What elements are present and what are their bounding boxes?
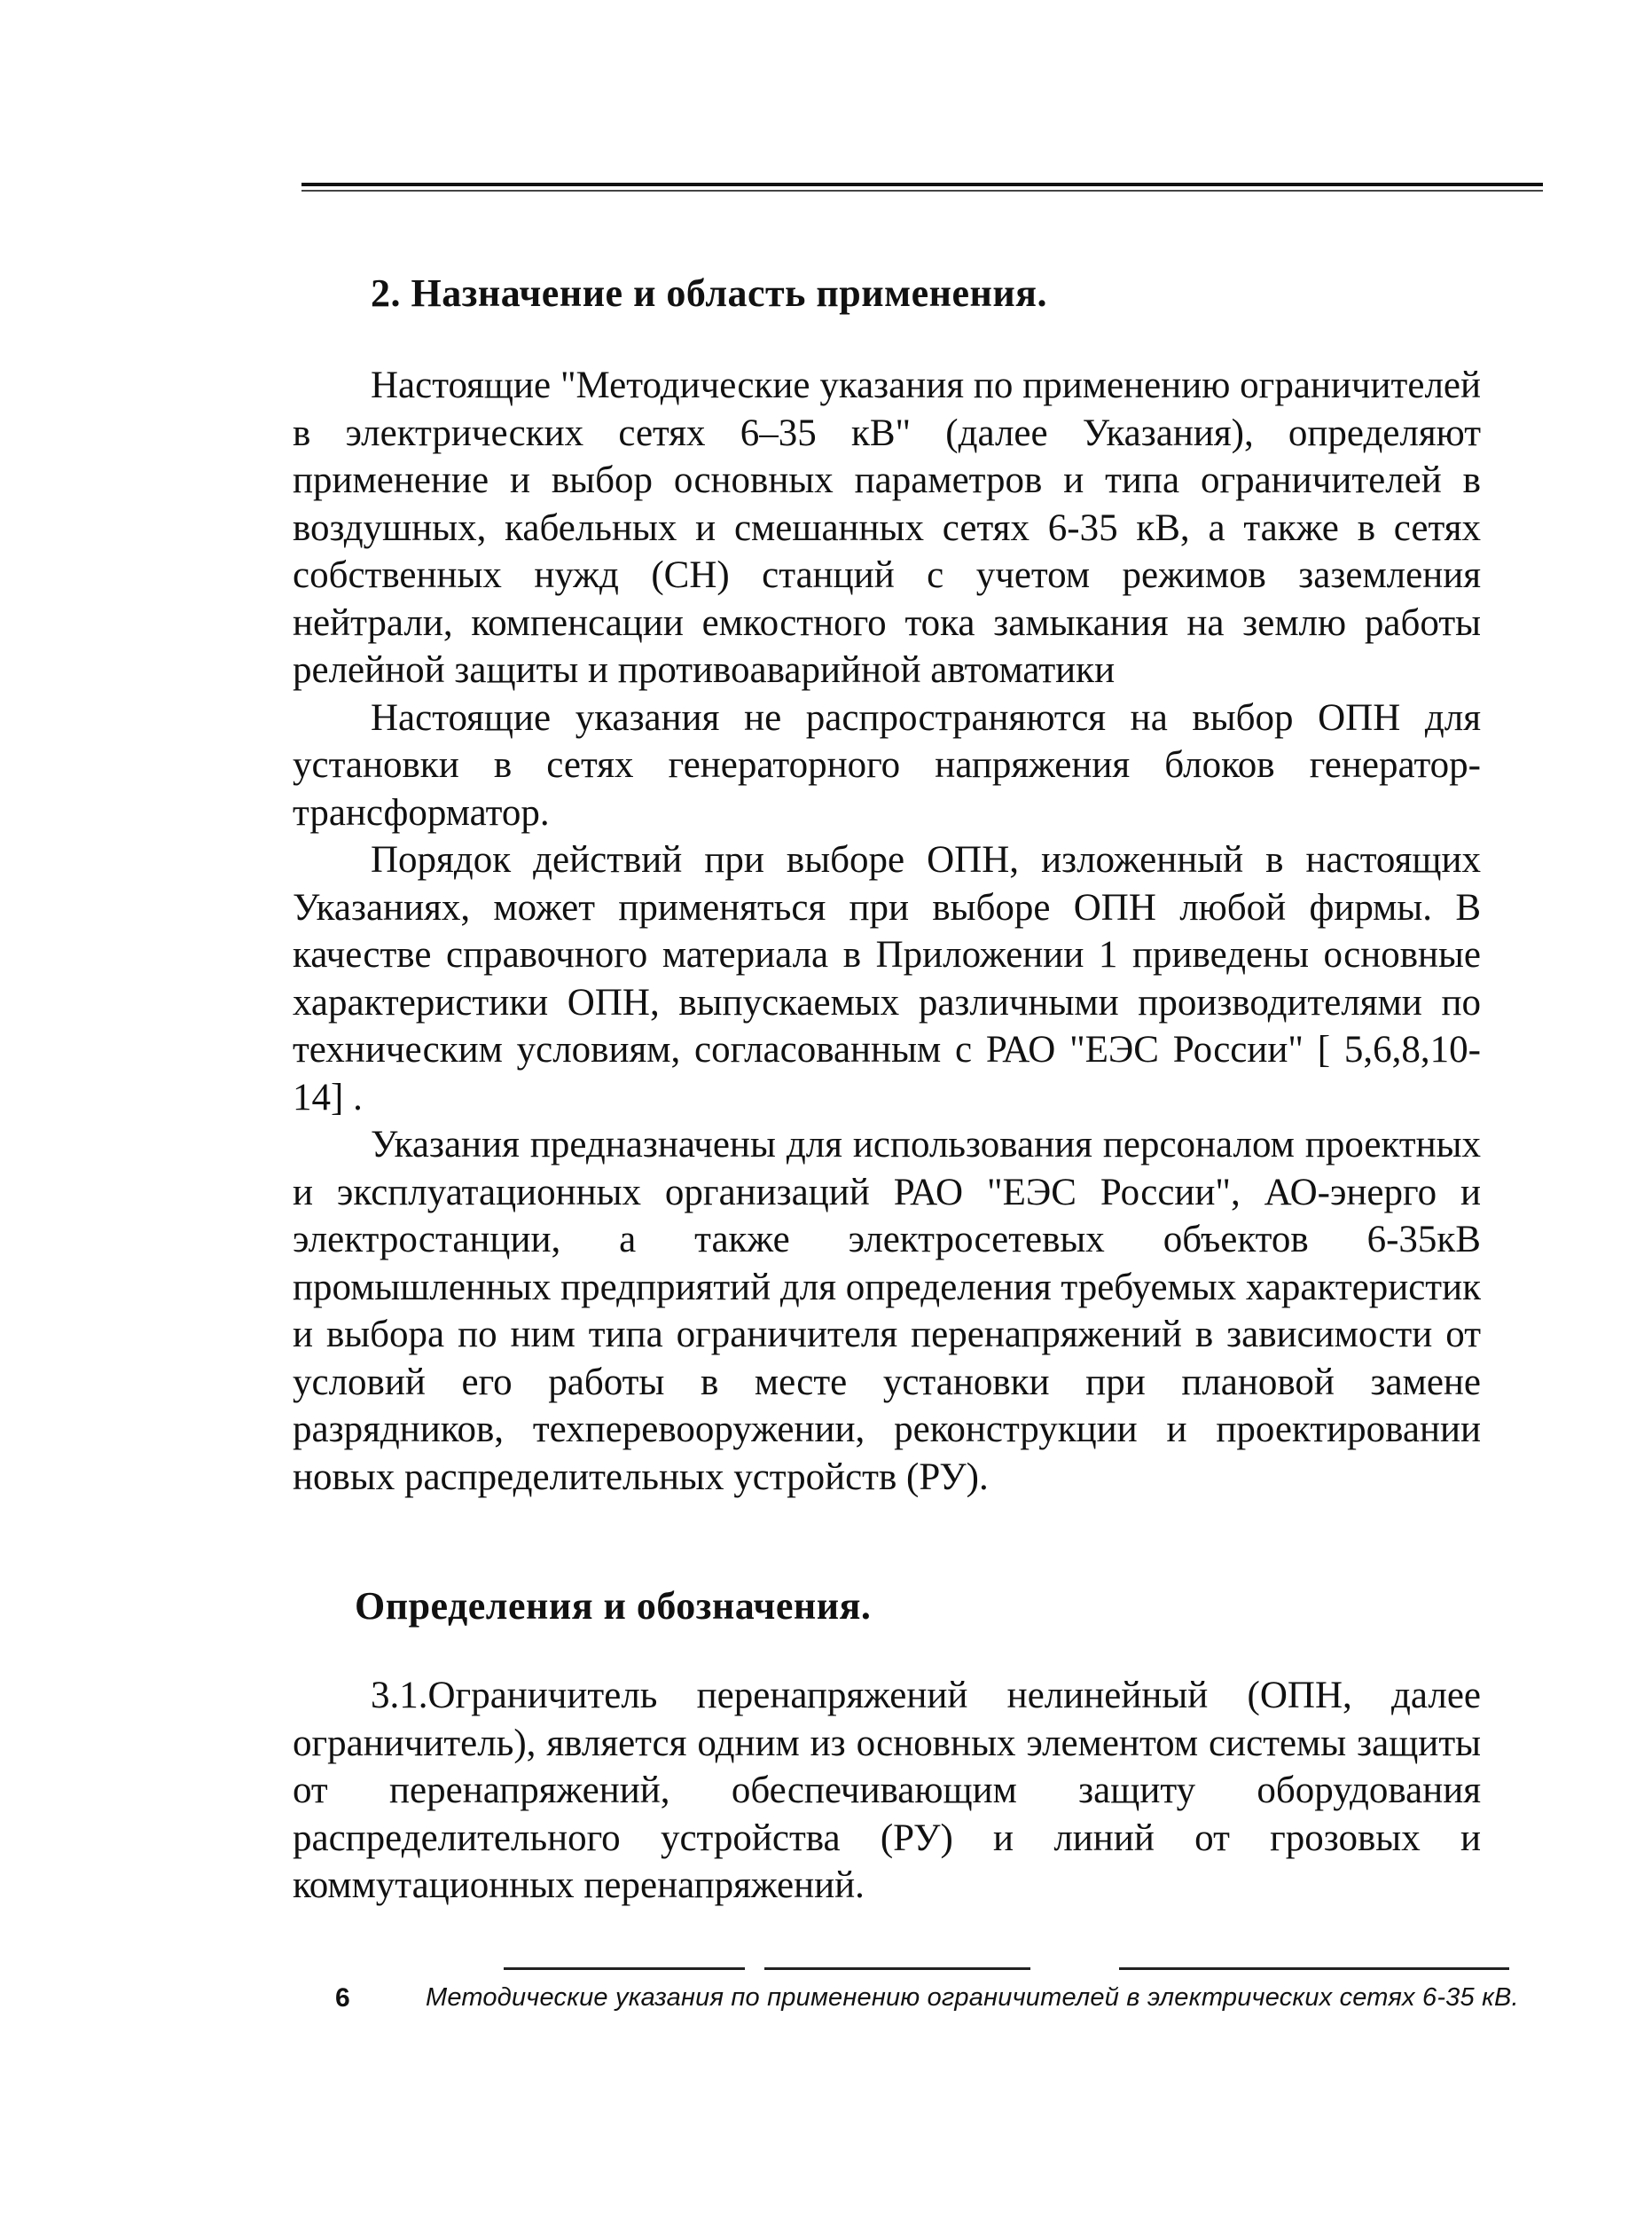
footer-title: Методические указания по применению ограничителей в электрических сетях 6-35 кВ. xyxy=(426,1983,1519,2012)
paragraph: Указания предназначены для использования персоналом проектных и эксплуатационных организаций РАО "ЕЭС России", АО-энерго и электростанции, а также электросетевых объектов 6-35кВ промышленных предприятий для определения требуемых характеристик и выбора по ним типа ограничителя перенапряжений в зависимости от условий его работы в месте установки при плановой замене разрядников, техперевооружении, реконструкции и проектировании новых распределительных устройств (РУ). xyxy=(293,1124,1481,1498)
footer-rule xyxy=(764,1967,1030,1970)
section-2-body xyxy=(293,362,1481,1501)
header-rule-secondary xyxy=(301,190,1543,192)
section-3-heading: Определения и обозначения. xyxy=(355,1584,872,1628)
section-3-body xyxy=(293,1672,1481,1910)
section-2-heading: 2. Назначение и область применения. xyxy=(371,271,1047,315)
page-number: 6 xyxy=(335,1983,350,2013)
footer-rule xyxy=(504,1967,745,1970)
paragraph: Настоящие указания не распространяются на выбор ОПН для установки в сетях генераторного напряжения блоков генератор-трансформатор. xyxy=(293,696,1481,834)
header-rule xyxy=(301,183,1543,186)
paragraph: Порядок действий при выборе ОПН, изложенный в настоящих Указаниях, может применяться при выборе ОПН любой фирмы. В качестве справочного материала в Приложении 1 приведены основные характеристики ОПН, выпускаемых различными производителями по техническим условиям, согласованным с РАО "ЕЭС России" [ 5,6,8,10-14] . xyxy=(293,839,1481,1118)
footer-rule xyxy=(1119,1967,1509,1970)
paragraph: Настоящие "Методические указания по применению ограничителей в электрических сетях 6–35 кВ" (далее Указания), определяют применение и выбор основных параметров и типа ограничителей в воздушных, кабельных и смешанных сетях 6-35 кВ, а также в сетях собственных нужд (СН) станций с учетом режимов заземления нейтрали, компенсации емкостного тока замыкания на землю работы релейной защиты и противоаварийной автоматики xyxy=(293,365,1481,691)
paragraph: 3.1.Ограничитель перенапряжений нелинейный (ОПН, далее ограничитель), является одним из основных элементом системы защиты от перенапряжений, обеспечивающим защиту оборудования распределительного устройства (РУ) и линий от грозовых и коммутационных перенапряжений. xyxy=(293,1675,1481,1906)
